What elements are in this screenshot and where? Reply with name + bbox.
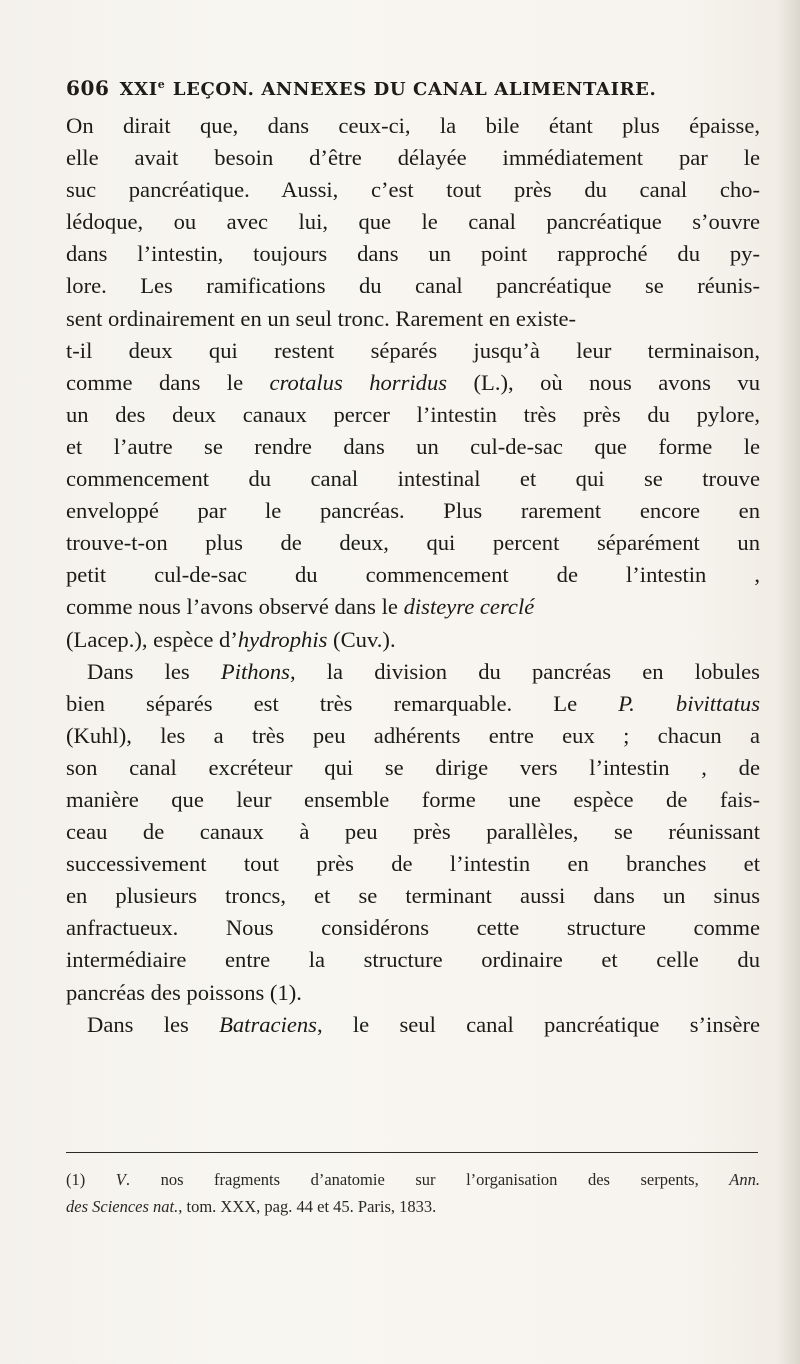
text-line: t-il deux qui restent séparés jusqu’à leur terminaison, xyxy=(66,337,760,363)
footnote xyxy=(66,1166,760,1220)
text-line: Dans les Batraciens, le seul canal pancréatique s’insère xyxy=(87,1011,760,1037)
text-line: petit cul-de-sac du commencement de l’intestin , xyxy=(66,562,760,588)
text-line: (Lacep.), espèce d’hydrophis (Cuv.). xyxy=(66,626,396,652)
text-line: trouve-t-on plus de deux, qui percent séparément un xyxy=(66,530,760,556)
text-line: enveloppé par le pancréas. Plus rarement encore en xyxy=(66,498,760,524)
text-line: lédoque, ou avec lui, que le canal pancréatique s’ouvre xyxy=(66,209,760,235)
running-head xyxy=(66,76,756,100)
footnote-rule xyxy=(66,1152,758,1153)
page-edge-shadow xyxy=(778,0,800,1364)
text-line: sent ordinairement en un seul tronc. Rarement en existe- xyxy=(66,305,577,331)
footnote-line-1: (1) V. nos fragments d’anatomie sur l’organisation des serpents, Ann. xyxy=(66,1170,760,1189)
text-line: elle avait besoin d’être délayée immédiatement par le xyxy=(66,145,760,171)
text-line: son canal excréteur qui se dirige vers l’intestin , de xyxy=(66,754,760,780)
text-line: comme nous l’avons observé dans le disteyre cerclé xyxy=(66,594,535,620)
text-line: un des deux canaux percer l’intestin très près du pylore, xyxy=(66,401,760,427)
text-line: dans l’intestin, toujours dans un point rapproché du py- xyxy=(66,241,760,267)
text-line: et l’autre se rendre dans un cul-de-sac que forme le xyxy=(66,433,760,459)
text-line: comme dans le crotalus horridus (L.), où nous avons vu xyxy=(66,369,760,395)
text-line: Dans les Pithons, la division du pancréas en lobules xyxy=(87,658,760,684)
lesson-superscript: e xyxy=(157,78,166,91)
text-line: commencement du canal intestinal et qui se trouve xyxy=(66,466,760,492)
text-line: en plusieurs troncs, et se terminant aussi dans un sinus xyxy=(66,883,760,909)
footnote-line-2: des Sciences nat., tom. XXX, pag. 44 et 45. Paris, 1833. xyxy=(66,1197,437,1216)
text-line: (Kuhl), les a très peu adhérents entre eux ; chacun a xyxy=(66,722,760,748)
text-line: pancréas des poissons (1). xyxy=(66,979,302,1005)
text-line: successivement tout près de l’intestin en branches et xyxy=(66,851,760,877)
text-line: intermédiaire entre la structure ordinaire et celle du xyxy=(66,947,760,973)
text-line: ceau de canaux à peu près parallèles, se réunissant xyxy=(66,819,760,845)
text-line: bien séparés est très remarquable. Le P. bivittatus xyxy=(66,690,760,716)
text-line: suc pancréatique. Aussi, c’est tout près du canal cho- xyxy=(66,177,760,203)
text-line: manière que leur ensemble forme une espèce de fais- xyxy=(66,786,760,812)
text-line: lore. Les ramifications du canal pancréatique se réunis- xyxy=(66,273,760,299)
text-line: anfractueux. Nous considérons cette structure comme xyxy=(66,915,760,941)
page-number: 606 xyxy=(66,76,110,100)
lesson-number: XXI xyxy=(119,79,158,100)
body-text xyxy=(66,110,760,1041)
lesson-title: LEÇON. ANNEXES DU CANAL ALIMENTAIRE. xyxy=(172,79,657,100)
text-line: On dirait que, dans ceux-ci, la bile étant plus épaisse, xyxy=(66,113,760,138)
